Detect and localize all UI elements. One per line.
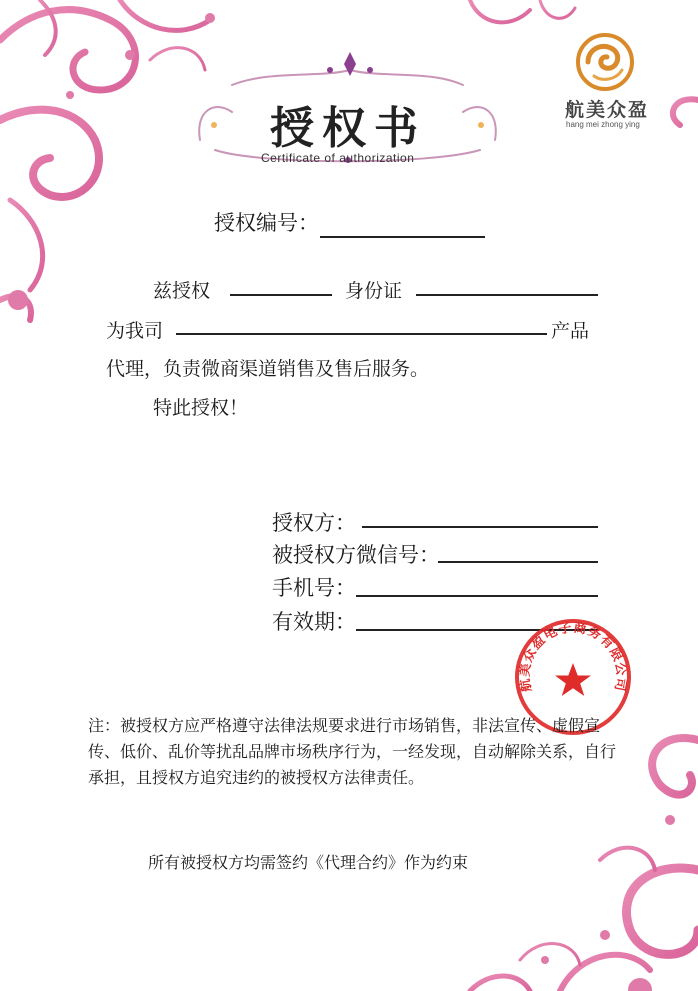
star-icon <box>555 663 591 696</box>
phone-label: 手机号： <box>272 576 356 600</box>
cert-number-field[interactable] <box>320 236 485 238</box>
id-card-label: 身份证 <box>345 280 403 302</box>
grantee-wechat-field[interactable] <box>438 561 598 563</box>
page-subtitle: Certificate of authorization <box>261 151 415 165</box>
contract-footer: 所有被授权方均需签约《代理合约》作为约束 <box>148 853 469 872</box>
logo-name-en: hang mei zhong ying <box>566 120 640 129</box>
grantee-wechat-label: 被授权方微信号： <box>272 543 440 567</box>
company-prefix: 为我司 <box>106 320 164 342</box>
product-field[interactable] <box>176 333 547 335</box>
grantor-label: 授权方： <box>272 511 356 535</box>
logo-name-cn: 航美众盈 <box>565 99 650 121</box>
hereby-authorized: 特此授权！ <box>153 397 249 419</box>
cert-number-label: 授权编号： <box>214 211 319 235</box>
swirl-logo-icon <box>574 32 636 92</box>
product-suffix: 产品 <box>551 320 590 342</box>
validity-label: 有效期： <box>272 610 356 634</box>
grantee-name-field[interactable] <box>230 294 332 296</box>
phone-field[interactable] <box>356 595 598 597</box>
grantor-field[interactable] <box>362 526 598 528</box>
id-card-field[interactable] <box>416 294 598 296</box>
agency-scope: 代理，负责微商渠道销售及售后服务。 <box>106 358 430 380</box>
legal-notice: 注：被授权方应严格遵守法律法规要求进行市场销售，非法宣传、虚假宣传、低价、乱价等扰乱品牌市场秩序行为，一经发现，自动解除关系，自行承担，且授权方追究违约的被授权方法律责任。 <box>88 716 617 787</box>
seal-text: 航美众盈电子商务有限公司 <box>517 620 629 694</box>
grant-prefix: 兹授权 <box>153 280 211 302</box>
page-title: 授权书 <box>270 103 426 154</box>
